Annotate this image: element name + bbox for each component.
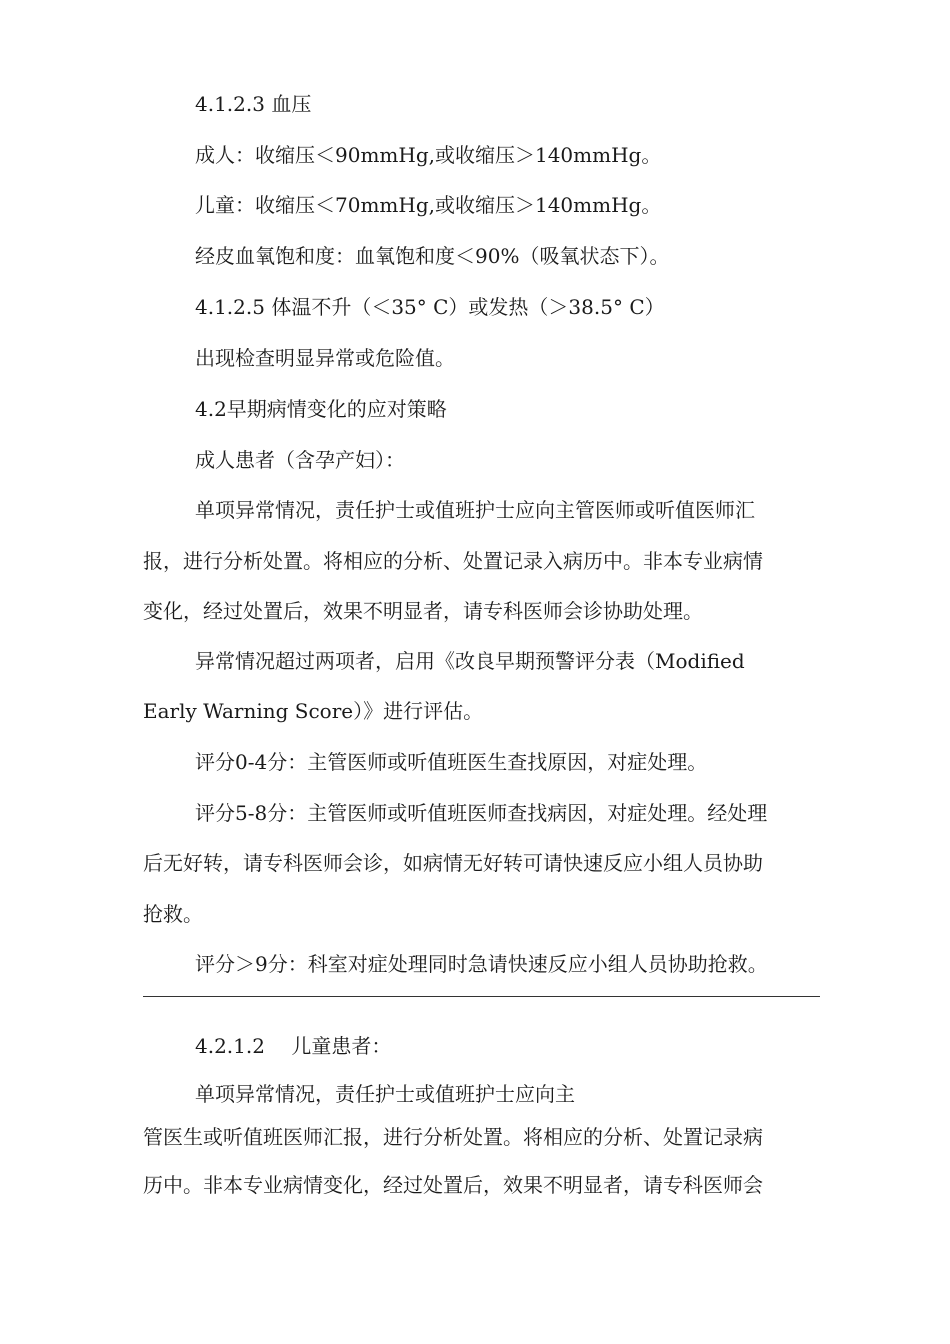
paragraph-line: 抢救。: [143, 902, 203, 926]
paragraph-line: Early Warning Score）》进行评估。: [143, 699, 484, 723]
heading-temperature: 4.1.2.5 体温不升（＜35° C）或发热（＞38.5° C）: [195, 295, 665, 319]
adult-blood-pressure-line: 成人：收缩压＜90mmHg,或收缩压＞140mmHg。: [195, 143, 662, 167]
paragraph-line: 后无好转，请专科医师会诊，如病情无好转可请快速反应小组人员协助: [143, 851, 763, 875]
paragraph-line: 异常情况超过两项者，启用《改良早期预警评分表（Modified: [195, 649, 745, 673]
paragraph-line: 管医生或听值班医师汇报，进行分析处置。将相应的分析、处置记录病: [143, 1125, 763, 1149]
oxygen-saturation-line: 经皮血氧饱和度：血氧饱和度＜90%（吸氧状态下）。: [195, 244, 670, 268]
heading-child-patients: 4.2.1.2 儿童患者：: [195, 1034, 392, 1058]
paragraph-line: 单项异常情况，责任护士或值班护士应向主管医师或听值医师汇: [195, 498, 755, 522]
paragraph-line: 变化，经过处置后，效果不明显者，请专科医师会诊协助处理。: [143, 599, 703, 623]
score-5-8-line: 评分5-8分：主管医师或听值班医师查找病因，对症处理。经处理: [195, 801, 768, 825]
score-over-9-line: 评分＞9分：科室对症处理同时急请快速反应小组人员协助抢救。: [195, 952, 768, 976]
paragraph-line: 单项异常情况，责任护士或值班护士应向主: [195, 1082, 575, 1106]
heading-blood-pressure: 4.1.2.3 血压: [195, 92, 312, 116]
adult-patients-line: 成人患者（含孕产妇）：: [195, 448, 405, 472]
section-divider: [143, 996, 820, 997]
paragraph-line: 报，进行分析处置。将相应的分析、处置记录入病历中。非本专业病情: [143, 549, 763, 573]
heading-early-response-strategy: 4.2早期病情变化的应对策略: [195, 397, 447, 421]
child-blood-pressure-line: 儿童：收缩压＜70mmHg,或收缩压＞140mmHg。: [195, 193, 662, 217]
score-0-4-line: 评分0-4分：主管医师或听值班医生查找原因，对症处理。: [195, 750, 708, 774]
paragraph-line: 历中。非本专业病情变化，经过处置后，效果不明显者，请专科医师会: [143, 1173, 763, 1197]
abnormal-test-line: 出现检查明显异常或危险值。: [195, 346, 455, 370]
